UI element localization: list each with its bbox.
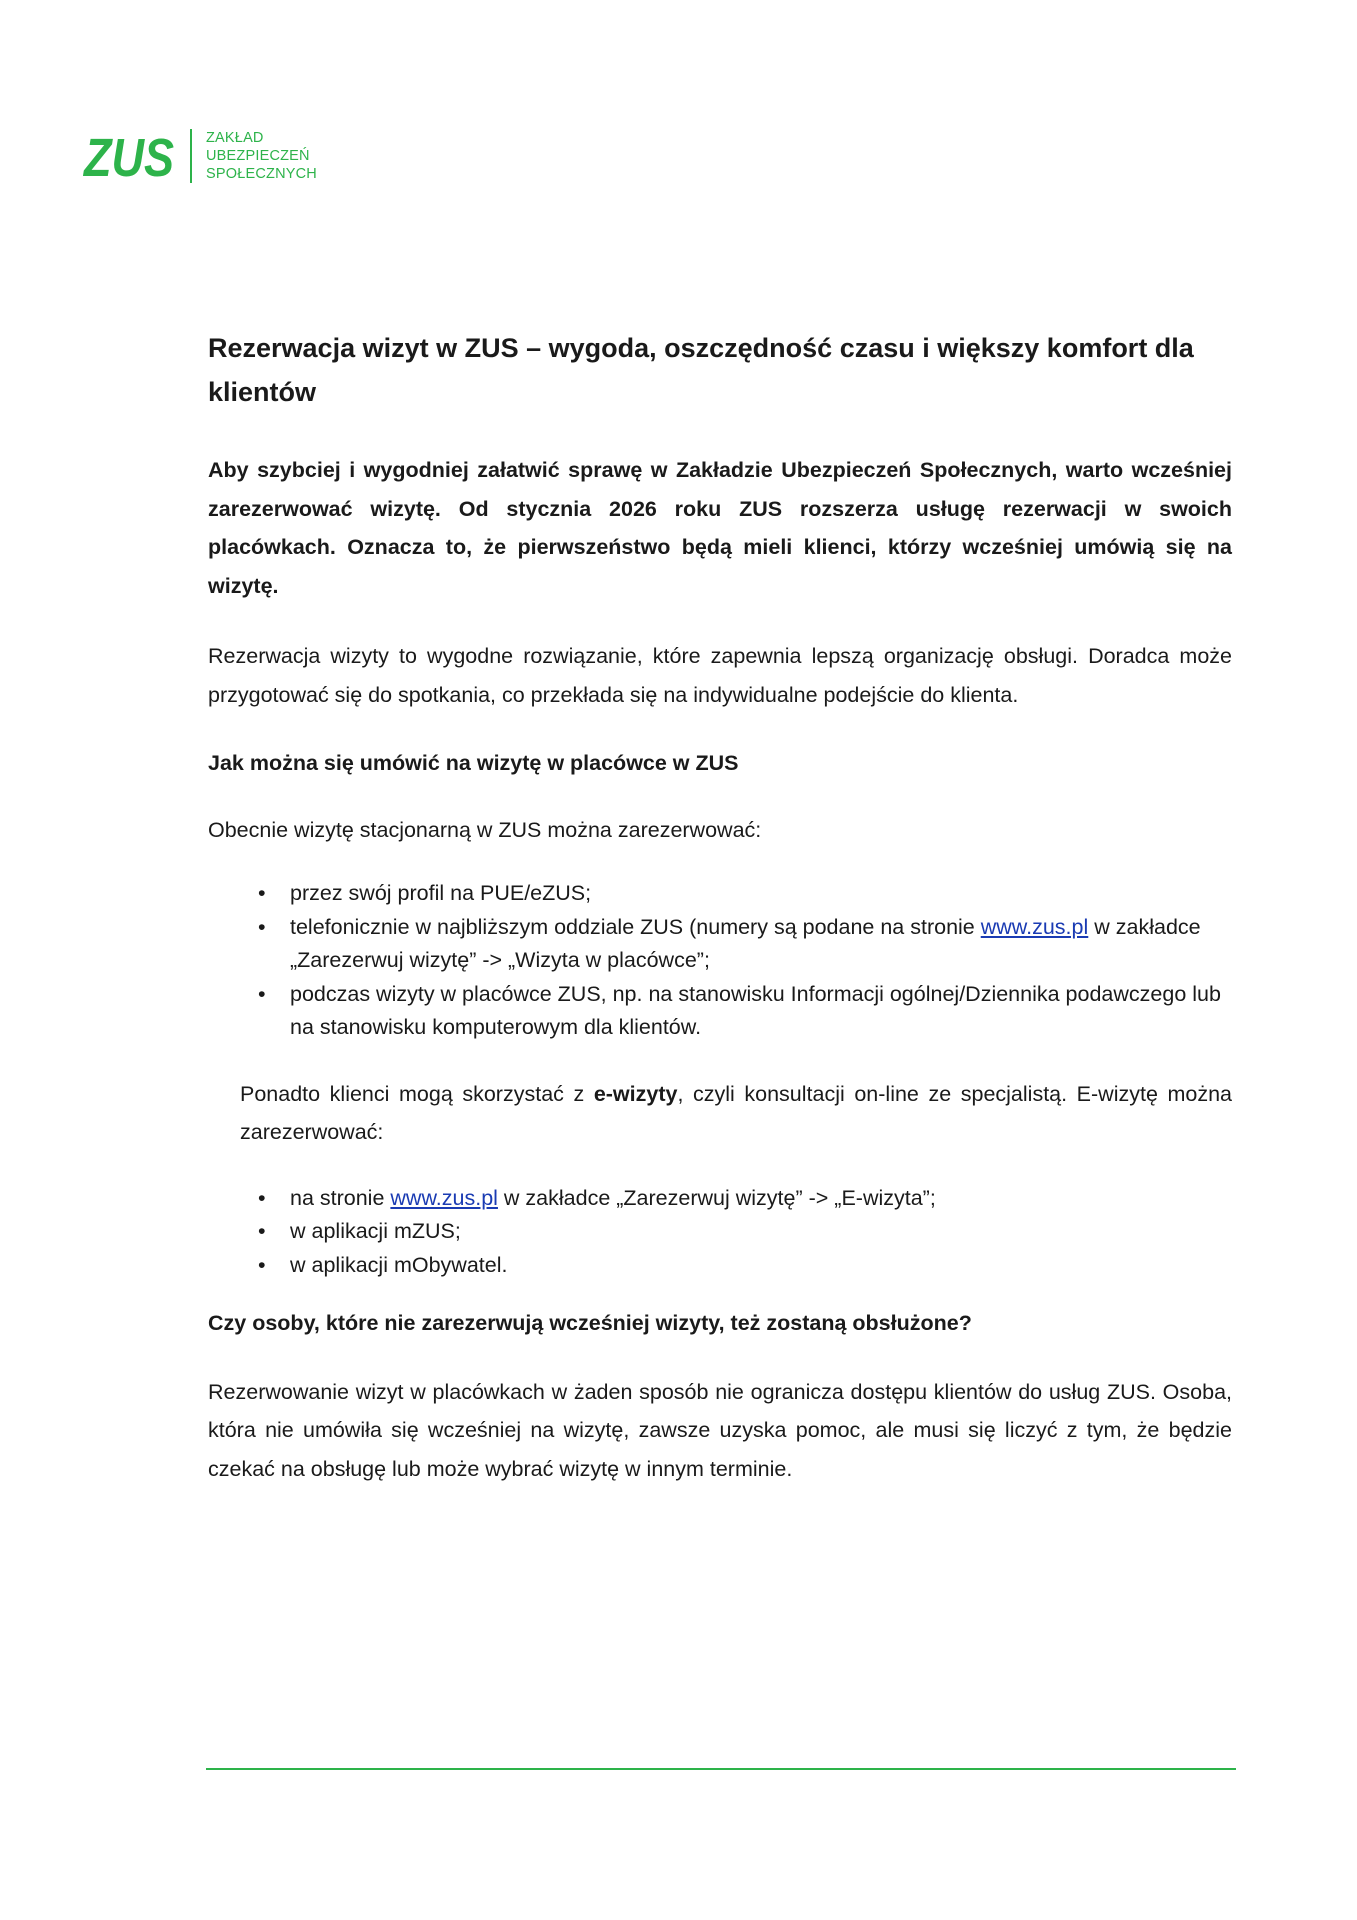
bullet-icon: •: [258, 1185, 266, 1210]
article: [208, 326, 1232, 1488]
paragraph-walk-in: Rezerwowanie wizyt w placówkach w żaden sposób nie ogranicza dostępu klientów do usług ZUS. Osoba, która nie umówiła się wcześniej na wizytę, zawsze uzyska pomoc, ale musi się liczyć z tym, że będzie czekać na obsługę lub może wybrać wizytę w innym terminie.: [208, 1379, 1232, 1481]
list-item: [258, 1182, 1232, 1216]
list-item: [258, 1249, 1232, 1283]
list-item-text: w aplikacji mObywatel.: [290, 1252, 508, 1277]
list-item-text-before: na stronie: [290, 1185, 391, 1210]
logo-line-2: UBEZPIECZEŃ: [206, 148, 310, 164]
logo-line-3: SPOŁECZNYCH: [206, 166, 317, 182]
logo-wordmark: [206, 129, 317, 183]
list-item: [258, 978, 1232, 1045]
logo-line-1: ZAKŁAD: [206, 130, 264, 146]
list-item-text: podczas wizyty w placówce ZUS, np. na stanowisku Informacji ogólnej/Dziennika podawczego lub na stanowisku komputerowym dla klientów.: [290, 981, 1221, 1039]
logo-divider: [190, 129, 192, 183]
e-visit-methods-list: [208, 1182, 1232, 1283]
booking-methods-list: [208, 877, 1232, 1045]
paragraph-intro: Rezerwacja wizyty to wygodne rozwiązanie, które zapewnia lepszą organizację obsługi. Doradca może przygotować się do spotkania, co przekłada się na indywidualne podejście do klienta.: [208, 644, 1232, 707]
zus-website-link[interactable]: www.zus.pl: [980, 914, 1089, 939]
paragraph-e-visit-before: Ponadto klienci mogą skorzystać z: [240, 1081, 594, 1106]
footer-divider: [206, 1768, 1236, 1770]
bullet-icon: •: [258, 1219, 266, 1243]
list-item-text-after: w zakładce „Zarezerwuj wizytę” -> „Wizyta w placówce”;: [290, 914, 1201, 972]
list-item: [258, 1215, 1232, 1249]
list-item-text: przez swój profil na PUE/eZUS;: [290, 881, 592, 905]
zus-logo: [82, 128, 317, 188]
paragraph-booking-options: Obecnie wizytę stacjonarną w ZUS można zarezerwować:: [208, 817, 762, 842]
list-item-text-before: telefonicznie w najbliższym oddziale ZUS (numery są podane na stronie: [290, 914, 981, 939]
zus-website-link[interactable]: www.zus.pl: [390, 1185, 498, 1210]
e-visit-term: e-wizyty: [593, 1081, 678, 1106]
bullet-icon: •: [258, 914, 266, 939]
list-item-text: w aplikacji mZUS;: [290, 1219, 461, 1243]
paragraph-e-visit-after: , czyli konsultacji on-line ze specjalistą. E-wizytę można zarezerwować:: [240, 1081, 1233, 1144]
bullet-icon: •: [258, 881, 266, 905]
list-item-text-after: w zakładce „Zarezerwuj wizytę” -> „E-wizyta”;: [497, 1185, 936, 1210]
section-heading-walk-in: Czy osoby, które nie zarezerwują wcześniej wizyty, też zostaną obsłużone?: [208, 1311, 972, 1335]
list-item: [258, 877, 1232, 911]
bullet-icon: •: [258, 981, 266, 1006]
paragraph-e-visit: [208, 1075, 1232, 1152]
zus-logo-mark: [82, 128, 176, 188]
zus-logo-mark-text: ZUS: [82, 128, 174, 188]
article-title: Rezerwacja wizyt w ZUS – wygoda, oszczędność czasu i większy komfort dla klientów: [208, 333, 1194, 407]
bullet-icon: •: [258, 1252, 266, 1277]
lead-paragraph: Aby szybciej i wygodniej załatwić sprawę w Zakładzie Ubezpieczeń Społecznych, warto wcześniej zarezerwować wizytę. Od stycznia 2026 roku ZUS rozszerza usługę rezerwacji w swoich placówkach. Oznacza to, że pierwszeństwo będą mieli klienci, którzy wcześniej umówią się na wizytę.: [208, 458, 1232, 598]
section-heading-booking: Jak można się umówić na wizytę w placówce w ZUS: [208, 751, 739, 775]
list-item: [258, 911, 1232, 978]
